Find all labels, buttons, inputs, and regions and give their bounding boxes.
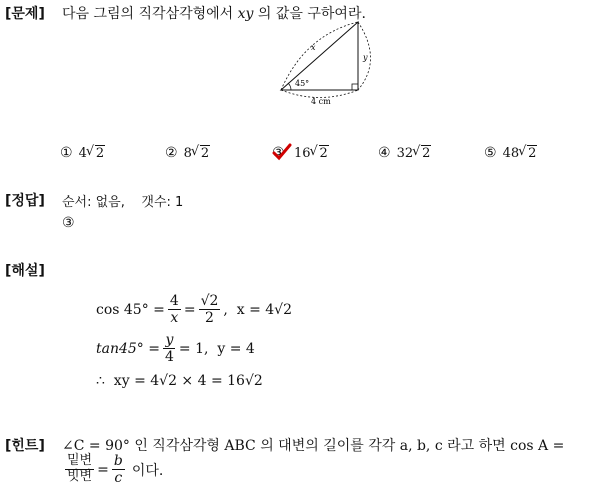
choice-num: ①	[60, 145, 73, 161]
choice-2[interactable]	[165, 145, 210, 161]
solution-label: [해설]	[5, 263, 45, 279]
hint-ending: 이다.	[131, 462, 164, 479]
fraction: $\frac{\text{밑변}}{\text{빗변}}$	[67, 453, 93, 485]
choice-num: ③	[272, 145, 285, 161]
base-label: 4 cm	[311, 97, 331, 106]
equals: =	[183, 301, 196, 318]
question-var: xy	[237, 6, 254, 22]
solution-line-1	[96, 293, 292, 326]
choice-4[interactable]	[378, 145, 431, 161]
hint-text-1: ∠C = 90° 인 직각삼각형 ABC 의 대변의 길이를 각각 a, b, c 라고 하면 cos A =	[62, 438, 565, 454]
question-text-after: 의 값을 구하여라.	[253, 6, 366, 22]
fraction: $\frac{√2}{2}$	[200, 293, 219, 327]
choice-num-wrap	[272, 145, 288, 161]
choice-value: 8√ 2	[184, 146, 211, 161]
equals: =	[97, 461, 109, 478]
choice-num: ⑤	[484, 145, 497, 161]
solution-line-2	[96, 332, 255, 365]
answer-label: [정답]	[5, 193, 45, 209]
result-y: = 1, y = 4	[178, 340, 255, 357]
question-label: [문제]	[5, 6, 45, 22]
check-mark-icon	[272, 143, 292, 161]
choice-1[interactable]	[60, 145, 105, 161]
cos-expr: cos 45° =	[96, 301, 165, 318]
question-text-before: 다음 그림의 직각삼각형에서	[62, 6, 238, 22]
choice-value: 4√ 2	[79, 146, 106, 161]
hint-label: [힌트]	[5, 438, 45, 454]
answer-meta: 순서: 없음, 갯수: 1	[62, 195, 184, 210]
fraction: $\frac{y}{4}$	[164, 332, 174, 366]
angle-mark	[288, 83, 291, 90]
side-x-label: x	[311, 43, 316, 52]
side-y-label: y	[363, 53, 368, 62]
triangle	[281, 22, 358, 90]
triangle-figure	[275, 20, 385, 110]
choice-5[interactable]	[484, 145, 537, 161]
choice-3[interactable]	[272, 145, 329, 161]
choice-value: 48√ 2	[503, 146, 538, 161]
hint-line-2	[62, 453, 163, 486]
choice-value: 32√ 2	[397, 146, 432, 161]
choice-value: 16√ 2	[294, 146, 329, 161]
result-x: , x = 4√2	[223, 301, 293, 318]
choice-num: ②	[165, 145, 178, 161]
choice-num: ④	[378, 145, 391, 161]
fraction: $\frac{b}{c}$	[113, 453, 123, 487]
tan-expr: tan45° =	[96, 340, 160, 357]
right-angle-mark	[352, 84, 358, 90]
answer-value: ③	[62, 215, 75, 231]
fraction: $\frac{4}{x}$	[169, 293, 179, 327]
solution-line-3: ∴ xy = 4√2 × 4 = 16√2	[96, 373, 263, 389]
angle-label: 45°	[295, 79, 310, 88]
